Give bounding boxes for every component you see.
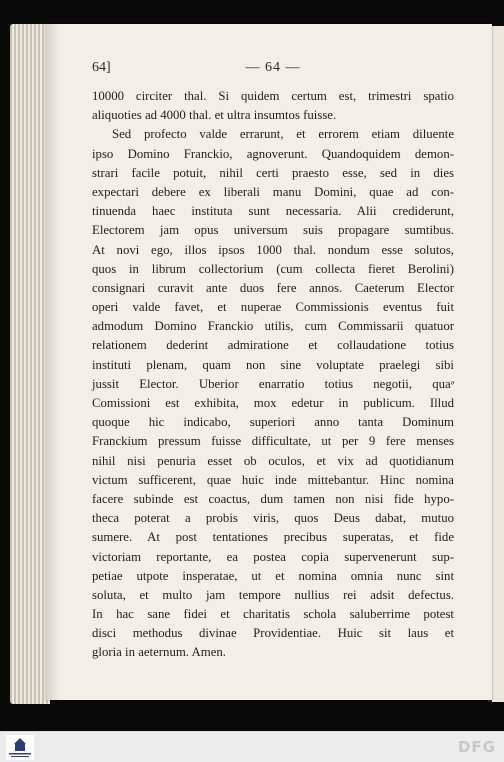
text-line: relationem dederint admiratione et collaudatione totius	[92, 338, 454, 353]
text-line: victum sufficerent, quae huic inde mittebantur. Hinc nomina	[92, 472, 454, 487]
text-line: In hac sane fidei et charitatis schola saluberrime potest	[92, 607, 454, 622]
text-line: expectari debere ex liberali manu Domini, quae ad con-	[92, 184, 454, 199]
text-line: admodum Domino Franckio utilis, cum Commissarii quatuor	[92, 319, 454, 334]
text-line: Sed profecto valde errarunt, et errorem etiam diluente	[112, 127, 454, 142]
text-line: petiae utpote insperatae, ut et nomina omnia nunc sint	[92, 568, 454, 583]
dfg-logo[interactable]: DFG	[457, 738, 496, 756]
text-line: quoque hic indicabo, superiori anno tanta Dominum	[92, 415, 454, 430]
page-number: — 64 —	[245, 60, 301, 75]
page-reference: 64]	[92, 60, 111, 75]
text-line: quos in librum collectorium (cum collecta fieret Berolini)	[92, 261, 454, 276]
text-line: tinuenda haec instituta sunt necessaria. Alii crediderunt,	[92, 204, 454, 219]
text-line: aliquoties ad 4000 thal. et ultra insumtos fuisse.	[92, 108, 337, 123]
viewer-footer	[0, 731, 504, 762]
text-line: soluta, et multo jam tempore nullius rei adsit defectus.	[92, 587, 454, 602]
book-page-edges	[10, 24, 50, 704]
facing-page-edge	[492, 26, 504, 702]
binding-shadow	[46, 24, 60, 700]
text-line: disci methodus divinae Providentiae. Huic sit laus et	[92, 626, 454, 641]
text-line: At novi ego, illos ipsos 1000 thal. nondum esse solutos,	[92, 242, 454, 257]
text-line: instituti plenam, quam non sine voluptate praelegi sibi	[92, 357, 454, 372]
text-line: consignari curavit ante duos fere annos. Caeterum Elector	[92, 280, 454, 295]
text-line: victoriam reportante, ea postea copia supervenerunt sup-	[92, 549, 454, 564]
running-head	[92, 58, 454, 78]
text-line: Franckium pressum fuisse difficultate, ut per 9 fere menses	[92, 434, 454, 449]
text-line: operi valde favet, et nuperae Commissionis eventus fuit	[92, 300, 454, 315]
text-line: Comissioni est exhibita, mox edetur in publicum. Illud	[92, 396, 454, 410]
text-line: nihil nisi penuria esset ob oculos, et vix ad quotidianum	[92, 453, 454, 468]
text-line: jussit Elector. Uberior enarratio totius negotii, quaᵊ	[92, 376, 454, 391]
text-line: facere subinde est coactus, dum tamen non nisi fide hypo-	[92, 491, 454, 506]
text-line: sumere. At post tentationes precibus superatas, et fide	[92, 530, 454, 545]
text-line: Electorem jam opus universum suis propagare sumtibus.	[92, 223, 454, 238]
text-line: strari facile potuit, nihil certi praesto esse, sed in dies	[92, 165, 454, 180]
text-line: 10000 circiter thal. Si quidem certum est, trimestri spatio	[92, 89, 454, 103]
text-line: gloria in aeternum. Amen.	[92, 645, 226, 660]
body-text	[92, 87, 454, 663]
library-logo-icon[interactable]	[6, 735, 34, 760]
text-line: theca poterat a probis viris, quos Deus dabat, mutuo	[92, 511, 454, 526]
text-line: ipso Domino Franckio, agnoverunt. Quandoquidem demon-	[92, 146, 454, 161]
